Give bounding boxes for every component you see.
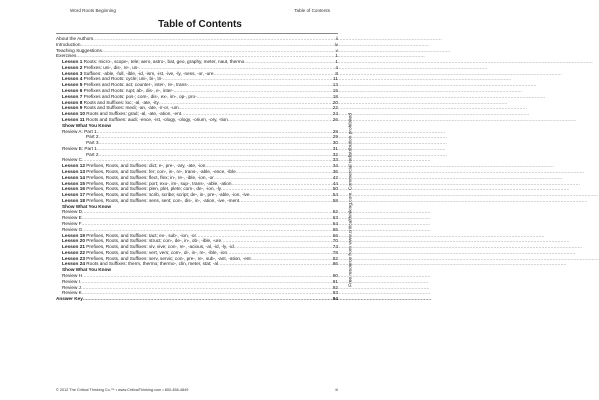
- toc-entry-text: Review E: [62, 215, 82, 221]
- toc-entry-page: 54: [332, 192, 338, 198]
- title-rule: [56, 33, 338, 34]
- toc-entry-page: 36: [332, 168, 338, 174]
- sidebar-notice: [345, 100, 357, 300]
- toc-entry-lesson-number: Lesson 12: [62, 163, 85, 169]
- toc-entry-lesson-number: Lesson 17: [62, 192, 85, 198]
- toc-entry-lesson-number: Lesson 24: [62, 261, 85, 267]
- toc-entry-text: Prefixes, Roots, and Suffixes: vert, vers; com-, di-, in-, re-, -ible, -ion: [84, 249, 228, 255]
- toc-entry-text: Review B: Part 1: [62, 145, 97, 151]
- toc-entry-lesson-number: Lesson 14: [62, 174, 85, 180]
- toc-entry-page: 4: [335, 64, 338, 70]
- toc-entry-text: Prefixes, Roots, and Suffixes: sens, sent; con-, dis-, in-, -ation, -ive, -ment: [84, 197, 240, 203]
- toc-entry-text: Review H: [62, 273, 83, 279]
- toc-entry-lesson-number: Lesson 16: [62, 186, 85, 192]
- toc-entry-text: Part 2: [86, 151, 99, 157]
- toc-entry-page: 33: [332, 157, 338, 163]
- toc-entry-lesson-number: Lesson 7: [62, 93, 83, 99]
- toc-entry-page: v: [335, 47, 338, 53]
- toc-entry-page: 58: [332, 197, 338, 203]
- toc-entry-page: 30: [332, 140, 338, 146]
- toc-entry-page: 62: [332, 209, 338, 215]
- toc-entry-page: 93: [332, 290, 338, 296]
- toc-entry-page: 82: [332, 255, 338, 261]
- table-of-contents: [56, 36, 338, 302]
- toc-entry-text: Show What You Know: [62, 122, 112, 128]
- toc-entry-lesson-number: Lesson 21: [62, 244, 85, 250]
- toc-entry-page: 65: [332, 226, 338, 232]
- toc-entry-text: Roots and Suffixes: grad; -al, -ate, -ation, -ent: [84, 111, 181, 117]
- toc-entry-text: Prefixes and Roots: act; counter-, inter-, re-, trans-: [82, 82, 189, 88]
- footer-copyright: © 2012 The Critical Thinking Co.™ • www.CriticalThinking.com • 800-458-4849: [56, 388, 189, 392]
- toc-entry-lesson-number: Lesson 6: [62, 88, 83, 94]
- toc-entry-text: Part 3: [86, 140, 99, 146]
- toc-entry-lesson-number: Lesson 18: [62, 197, 85, 203]
- toc-entry-text: Review F: [62, 221, 82, 226]
- toc-entry-text: Review D: [62, 209, 83, 215]
- toc-entry-text: Prefixes, Roots, and Suffixes: port; exo-, im-, sup-, trans-, -able, -ation: [84, 180, 232, 186]
- toc-entry-text: Roots and Suffixes: therm, thermo; thermo-, clin, meter, stat; -al: [84, 261, 218, 267]
- toc-entry-text: Review A: Part 1: [62, 128, 97, 134]
- page-title: Table of Contents: [158, 19, 242, 30]
- toc-entry-lesson-number: Lesson 10: [62, 111, 85, 117]
- toc-entry-page: 42: [332, 174, 338, 180]
- toc-entry-lesson-number: Lesson 15: [62, 180, 85, 186]
- toc-entry-lesson-number: Lesson 23: [62, 255, 85, 261]
- toc-entry-page: 15: [332, 88, 338, 94]
- toc-entry: [56, 296, 338, 302]
- toc-entry-text: Prefixes, Roots, and Suffixes: viv, vive; con-, re-, -acious, -al, -id, -ly, -id: [84, 244, 234, 250]
- toc-entry-text: Prefixes, Roots, and Suffixes: tact; ex-, sub-, -ion, -or: [84, 232, 197, 238]
- toc-entry-text: Answer Key: [56, 296, 83, 302]
- toc-entry-text: Introduction: [56, 41, 81, 47]
- toc-entry-page: 86: [332, 261, 338, 267]
- toc-entry-page: 8: [335, 70, 338, 76]
- toc-entry-page: 11: [333, 76, 338, 82]
- toc-entry-page: 20: [332, 99, 338, 105]
- toc-entry-page: 29: [332, 134, 338, 140]
- toc-entry-page: 66: [332, 232, 338, 238]
- toc-entry-text: Part 2: [86, 134, 99, 140]
- toc-entry-page: 13: [332, 82, 338, 88]
- toc-entry-page: ii: [335, 36, 338, 41]
- toc-entry-text: Teaching Suggestions: [56, 47, 102, 53]
- toc-entry-text: Roots and Suffixes: loc; -al, -ate, -ity: [82, 99, 159, 105]
- toc-entry-text: Prefixes, Roots, and Suffixes: dict; e-, pre-, -ary, -ate, -ion: [84, 163, 206, 169]
- toc-entry-lesson-number: Lesson 11: [62, 116, 85, 122]
- toc-entry-text: Roots: micro-, scope-, tele; aero, astro-, bat, geo, graphy, meter, naut, thermo: [82, 59, 245, 65]
- sidebar-notice-text: Free resource from www.criticalthinking.com. Commercial redistribution prohibited: [348, 113, 354, 287]
- toc-entry-page: 50: [332, 186, 338, 192]
- toc-entry-lesson-number: Lesson 8: [62, 99, 83, 105]
- toc-entry-text: Show What You Know: [62, 203, 112, 209]
- toc-entry-page: iv: [334, 41, 338, 47]
- toc-entry-page: 1: [335, 53, 338, 59]
- toc-entry-text: Suffixes: -able, -full, -ible, -id, -ism, -ist, -ive, -ly, -ness, -or, -ure: [82, 70, 214, 76]
- toc-entry-text: Prefixes and Roots: cycle; uni-, bi-, tri-: [82, 76, 163, 82]
- toc-entry-lesson-number: Lesson 2: [62, 64, 83, 70]
- toc-entry-text: Roots and Suffixes: audi; -ence, -ist, -ology, -ology, -orium, -ory, -tion: [84, 116, 228, 122]
- toc-entry-text: Prefixes, Roots, and Suffixes: fer; con-, in-, re-, trans-, -able, -ence, -ible: [84, 168, 236, 174]
- toc-entry-text: Review K: [62, 290, 82, 296]
- toc-entry-lesson-number: Lesson 22: [62, 249, 85, 255]
- toc-entry-page: 70: [332, 238, 338, 244]
- toc-entry-text: Prefixes, Roots, and Suffixes: serv, servic; con-, pre-, re-, sub-, -ant, -ation, -ent: [84, 255, 251, 261]
- header-section-title: Table of Contents: [294, 8, 330, 13]
- toc-entry-page: 90: [332, 273, 338, 279]
- toc-entry-page: 63: [332, 215, 338, 221]
- toc-entry-page: 91: [332, 278, 338, 284]
- toc-entry-lesson-number: Lesson 5: [62, 82, 83, 88]
- toc-entry-text: About the Authors: [56, 36, 94, 41]
- toc-entry-text: Exercises: [56, 53, 77, 59]
- toc-entry-page: 94: [332, 296, 338, 302]
- toc-dot-leader: [239, 198, 332, 204]
- toc-entry-page: 92: [332, 284, 338, 290]
- toc-entry-text: Roots and Suffixes: medi; -an, -ate, -ir-or, -um: [82, 105, 179, 111]
- toc-entry-text: Prefixes and Roots: rupt; ab-, dis-, e-, inter-: [82, 88, 174, 94]
- header-book-title: Word Roots Beginning: [70, 8, 116, 13]
- page-footer: [56, 388, 338, 392]
- toc-entry-page: 32: [332, 151, 338, 157]
- toc-entry-text: Show What You Know: [62, 267, 112, 273]
- toc-entry-page: 64: [332, 221, 338, 226]
- toc-entry-page: 78: [332, 249, 338, 255]
- toc-entry-text: Review J: [62, 284, 82, 290]
- footer-page-number: iii: [335, 388, 338, 392]
- toc-entry-text: Prefixes, Roots, and Suffixes: scrib, scribe; script; de-, in-, pre-, -able, -ion, -ive: [84, 192, 250, 198]
- toc-entry-text: Prefixes and Roots: pos-; com-, dis-, ex-, im-, op-, pro-: [82, 93, 197, 99]
- toc-entry-text: Review C: [62, 157, 83, 163]
- toc-entry-lesson-number: Lesson 4: [62, 76, 83, 82]
- toc-entry-lesson-number: Lesson 9: [62, 105, 83, 111]
- toc-entry-lesson-number: Lesson 1: [62, 59, 83, 65]
- toc-entry-page: 1: [335, 59, 338, 65]
- toc-entry-page: 34: [332, 163, 338, 169]
- toc-dot-leader: [83, 296, 332, 302]
- toc-entry-text: Review G: [62, 226, 83, 232]
- toc-entry-page: 28: [332, 128, 338, 134]
- toc-entry-page: 74: [332, 244, 338, 250]
- toc-entry-text: Prefixes, Roots, and Suffixes: struct; con-, de-, in-, ob-, -ible, -ure: [84, 238, 222, 244]
- toc-entry-text: Prefixes: uni-, dis-, re-, un-: [82, 64, 139, 70]
- toc-entry-page: 24: [332, 111, 338, 117]
- toc-dot-leader: [228, 117, 332, 123]
- toc-entry-page: 18: [332, 93, 338, 99]
- toc-entry-text: Prefixes, Roots, and Suffixes: flect, flex; in-, re-, -ible, -ion, -or: [84, 174, 214, 180]
- toc-entry-lesson-number: Lesson 19: [62, 232, 85, 238]
- toc-entry-page: 44: [332, 180, 338, 186]
- toc-entry-text: Prefixes, Roots, and Suffixes: plen, plet, plete; com-, de-, -ion, -ly: [84, 186, 222, 192]
- running-header: [70, 8, 330, 13]
- toc-entry-page: 22: [332, 105, 338, 111]
- toc-entry-page: 31: [332, 145, 338, 151]
- toc-entry-text: Review I: [62, 278, 80, 284]
- toc-entry-page: 26: [332, 116, 338, 122]
- toc-entry-lesson-number: Lesson 13: [62, 168, 85, 174]
- toc-entry-lesson-number: Lesson 20: [62, 238, 85, 244]
- toc-entry-label: [56, 296, 83, 302]
- toc-entry-lesson-number: Lesson 3: [62, 70, 83, 76]
- toc-dot-leader: [218, 261, 332, 267]
